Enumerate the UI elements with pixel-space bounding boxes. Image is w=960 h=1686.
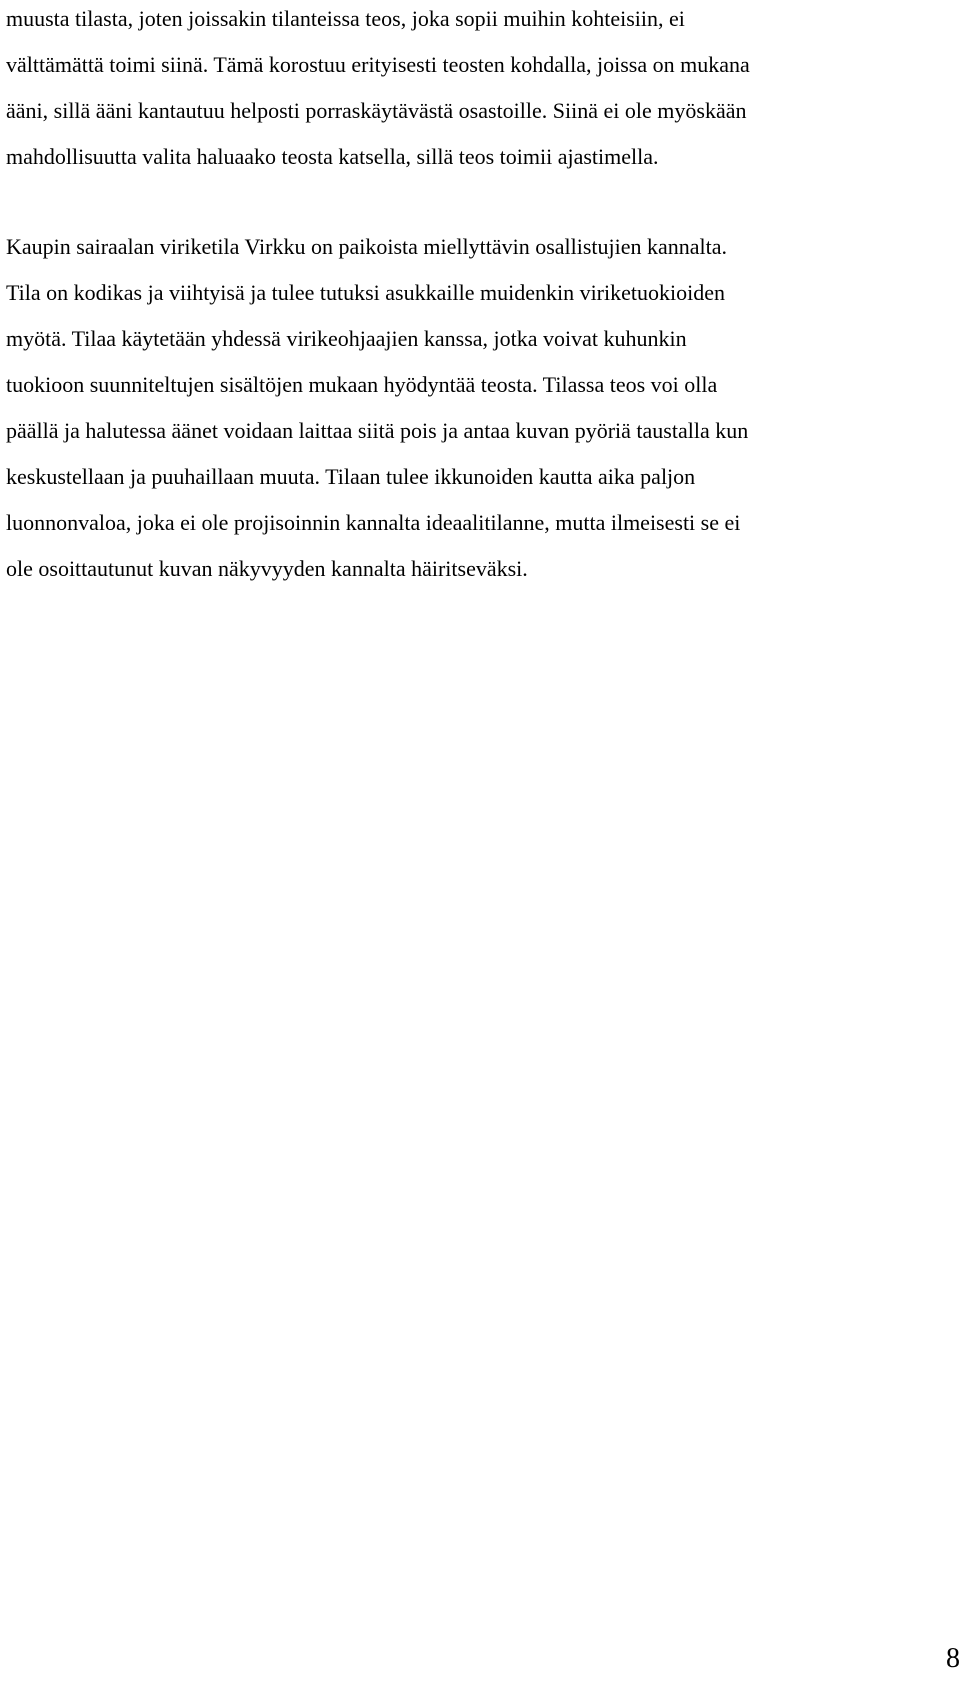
paragraph-2-line-8: ole osoittautunut kuvan näkyvyyden kannalta häiritseväksi. bbox=[6, 556, 528, 581]
paragraph-1-line-2: välttämättä toimi siinä. Tämä korostuu erityisesti teosten kohdalla, joissa on mukana bbox=[6, 52, 750, 77]
paragraph-1-line-3: ääni, sillä ääni kantautuu helposti porraskäytävästä osastoille. Siinä ei ole myöskään bbox=[6, 98, 747, 123]
paragraph-1-line-1: muusta tilasta, joten joissakin tilanteissa teos, joka sopii muihin kohteisiin, ei bbox=[6, 6, 685, 31]
paragraph-2-line-3: myötä. Tilaa käytetään yhdessä virikeohjaajien kanssa, jotka voivat kuhunkin bbox=[6, 326, 687, 351]
paragraph-2-line-6: keskustellaan ja puuhaillaan muuta. Tilaan tulee ikkunoiden kautta aika paljon bbox=[6, 464, 696, 489]
paragraph-2-line-5: päällä ja halutessa äänet voidaan laittaa siitä pois ja antaa kuvan pyöriä taustalla kun bbox=[6, 418, 749, 443]
paragraph-2-line-1: Kaupin sairaalan viriketila Virkku on paikoista miellyttävin osallistujien kannalta. bbox=[6, 234, 728, 259]
paragraph-1-line-4: mahdollisuutta valita haluaako teosta katsella, sillä teos toimii ajastimella. bbox=[6, 144, 659, 169]
paragraph-2-line-2: Tila on kodikas ja viihtyisä ja tulee tutuksi asukkaille muidenkin viriketuokioiden bbox=[6, 280, 725, 305]
paragraph-2-line-7: luonnonvaloa, joka ei ole projisoinnin kannalta ideaalitilanne, mutta ilmeisesti se ei bbox=[6, 510, 741, 535]
page-number: 8 bbox=[946, 1643, 960, 1674]
paragraph-2-line-4: tuokioon suunniteltujen sisältöjen mukaan hyödyntää teosta. Tilassa teos voi olla bbox=[6, 372, 718, 397]
